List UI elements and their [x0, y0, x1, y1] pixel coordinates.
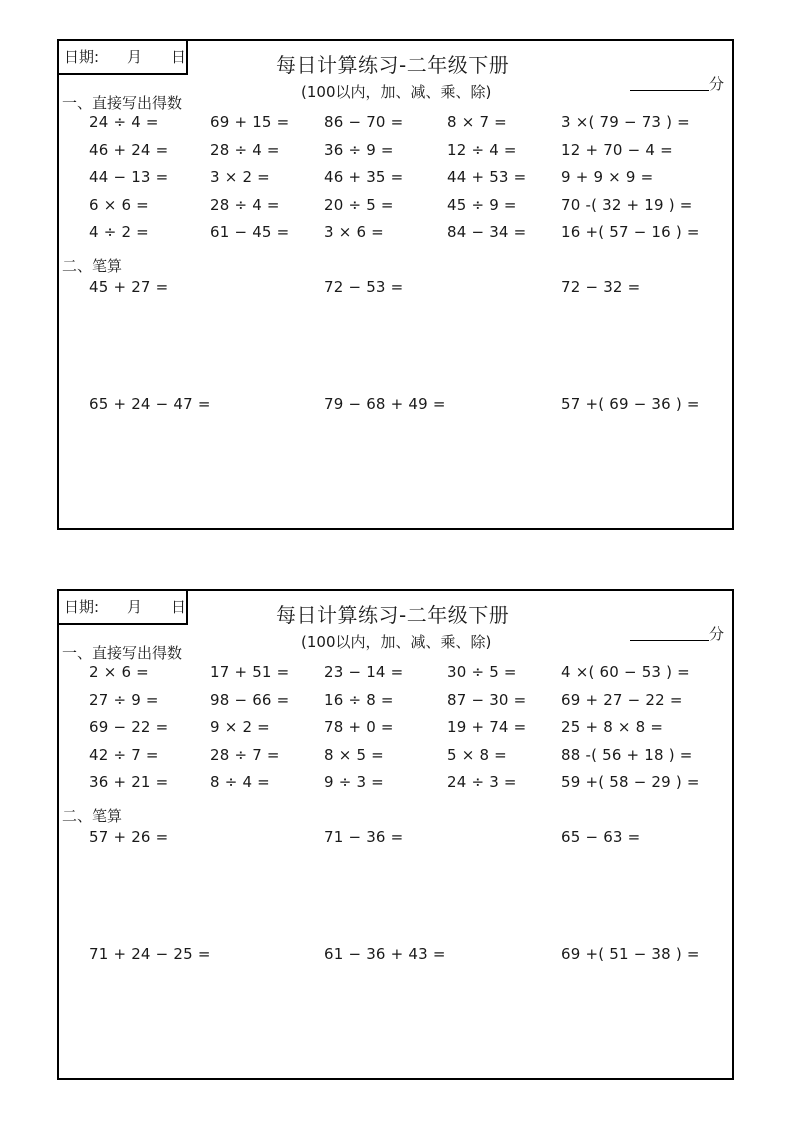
- oral-problem: 36 + 21 =: [89, 773, 169, 791]
- oral-problem: 12 ÷ 4 =: [447, 141, 517, 159]
- oral-problem: 24 ÷ 4 =: [89, 113, 159, 131]
- worksheet-subtitle: (100以内，加、减、乘、除): [301, 83, 492, 101]
- oral-problem: 4 ×( 60 − 53 ) =: [561, 663, 690, 681]
- score-label: 分: [709, 75, 725, 93]
- oral-problem: 4 ÷ 2 =: [89, 223, 149, 241]
- oral-problem: 19 + 74 =: [447, 718, 527, 736]
- oral-problem: 9 ÷ 3 =: [324, 773, 384, 791]
- oral-problem: 46 + 24 =: [89, 141, 169, 159]
- written-problem: 65 + 24 − 47 =: [89, 395, 211, 413]
- date-box: [57, 589, 188, 625]
- worksheet-title: 每日计算练习-二年级下册: [276, 603, 510, 627]
- oral-problem: 78 + 0 =: [324, 718, 394, 736]
- oral-problem: 70 -( 32 + 19 ) =: [561, 196, 693, 214]
- section-oral-label: 一、直接写出得数: [62, 644, 183, 662]
- oral-problem: 8 × 7 =: [447, 113, 507, 131]
- date-day: 日: [171, 598, 187, 616]
- oral-problem: 23 − 14 =: [324, 663, 404, 681]
- oral-problem: 16 +( 57 − 16 ) =: [561, 223, 700, 241]
- section-written-label: 二、笔算: [62, 257, 123, 275]
- oral-problem: 8 × 5 =: [324, 746, 384, 764]
- written-problem: 79 − 68 + 49 =: [324, 395, 446, 413]
- oral-problem: 36 ÷ 9 =: [324, 141, 394, 159]
- oral-problem: 44 − 13 =: [89, 168, 169, 186]
- date-box: [57, 39, 188, 75]
- oral-problem: 28 ÷ 7 =: [210, 746, 280, 764]
- score-label: 分: [709, 625, 725, 643]
- oral-problem: 24 ÷ 3 =: [447, 773, 517, 791]
- oral-problem: 88 -( 56 + 18 ) =: [561, 746, 693, 764]
- date-month: 月: [127, 598, 143, 616]
- oral-problem: 25 + 8 × 8 =: [561, 718, 664, 736]
- oral-problem: 17 + 51 =: [210, 663, 290, 681]
- date-label: 日期:: [64, 48, 100, 66]
- oral-problem: 8 ÷ 4 =: [210, 773, 270, 791]
- oral-problem: 3 × 2 =: [210, 168, 270, 186]
- worksheet-subtitle: (100以内，加、减、乘、除): [301, 633, 492, 651]
- oral-problem: 6 × 6 =: [89, 196, 149, 214]
- written-problem: 72 − 53 =: [324, 278, 404, 296]
- oral-problem: 2 × 6 =: [89, 663, 149, 681]
- oral-problem: 42 ÷ 7 =: [89, 746, 159, 764]
- written-problem: 71 − 36 =: [324, 828, 404, 846]
- written-problem: 71 + 24 − 25 =: [89, 945, 211, 963]
- oral-problem: 5 × 8 =: [447, 746, 507, 764]
- section-oral-label: 一、直接写出得数: [62, 94, 183, 112]
- date-label: 日期:: [64, 598, 100, 616]
- section-written-label: 二、笔算: [62, 807, 123, 825]
- oral-problem: 84 − 34 =: [447, 223, 527, 241]
- score-blank[interactable]: [630, 640, 709, 641]
- oral-problem: 45 ÷ 9 =: [447, 196, 517, 214]
- date-month: 月: [127, 48, 143, 66]
- date-day: 日: [171, 48, 187, 66]
- written-problem: 45 + 27 =: [89, 278, 169, 296]
- oral-problem: 30 ÷ 5 =: [447, 663, 517, 681]
- oral-problem: 16 ÷ 8 =: [324, 691, 394, 709]
- oral-problem: 69 − 22 =: [89, 718, 169, 736]
- written-problem: 69 +( 51 − 38 ) =: [561, 945, 700, 963]
- oral-problem: 9 + 9 × 9 =: [561, 168, 654, 186]
- oral-problem: 44 + 53 =: [447, 168, 527, 186]
- worksheet-title: 每日计算练习-二年级下册: [276, 53, 510, 77]
- oral-problem: 27 ÷ 9 =: [89, 691, 159, 709]
- written-problem: 61 − 36 + 43 =: [324, 945, 446, 963]
- worksheet-1: [57, 39, 734, 530]
- written-problem: 57 +( 69 − 36 ) =: [561, 395, 700, 413]
- worksheet-2: [57, 589, 734, 1080]
- written-problem: 72 − 32 =: [561, 278, 641, 296]
- oral-problem: 98 − 66 =: [210, 691, 290, 709]
- oral-problem: 59 +( 58 − 29 ) =: [561, 773, 700, 791]
- oral-problem: 46 + 35 =: [324, 168, 404, 186]
- oral-problem: 87 − 30 =: [447, 691, 527, 709]
- written-problem: 57 + 26 =: [89, 828, 169, 846]
- oral-problem: 28 ÷ 4 =: [210, 141, 280, 159]
- oral-problem: 12 + 70 − 4 =: [561, 141, 673, 159]
- oral-problem: 3 × 6 =: [324, 223, 384, 241]
- written-problem: 65 − 63 =: [561, 828, 641, 846]
- oral-problem: 9 × 2 =: [210, 718, 270, 736]
- oral-problem: 20 ÷ 5 =: [324, 196, 394, 214]
- oral-problem: 69 + 15 =: [210, 113, 290, 131]
- oral-problem: 61 − 45 =: [210, 223, 290, 241]
- oral-problem: 86 − 70 =: [324, 113, 404, 131]
- oral-problem: 3 ×( 79 − 73 ) =: [561, 113, 690, 131]
- score-blank[interactable]: [630, 90, 709, 91]
- oral-problem: 69 + 27 − 22 =: [561, 691, 683, 709]
- oral-problem: 28 ÷ 4 =: [210, 196, 280, 214]
